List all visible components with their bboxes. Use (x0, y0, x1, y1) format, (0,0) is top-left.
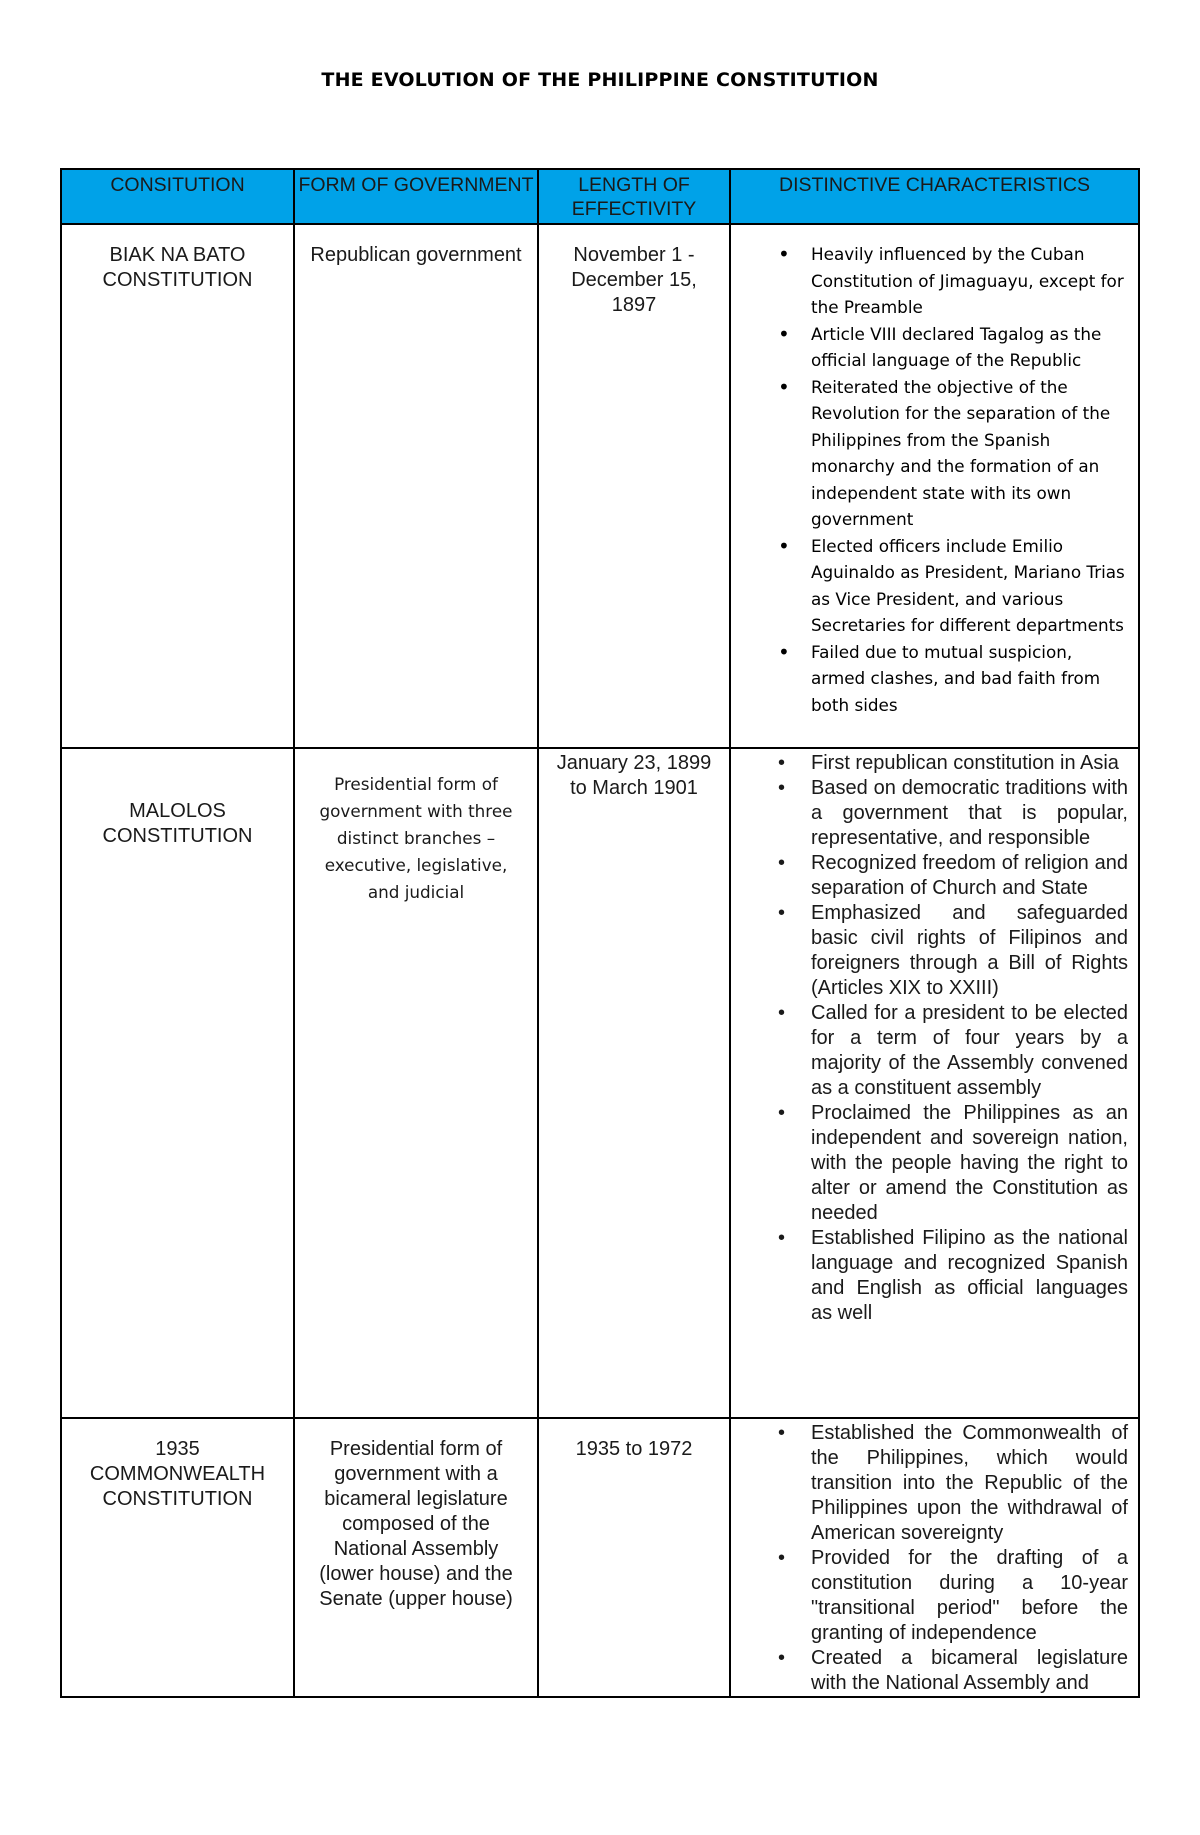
constitution-cell (61, 224, 294, 748)
table-row (61, 748, 1139, 1418)
list-item: • Article VIII declared Tagalog as the official language of the Republic (811, 321, 1138, 374)
characteristics-list (731, 1419, 1138, 1696)
list-item: • Elected officers include Emilio Aguinaldo as President, Mariano Trias as Vice President, and various Secretaries for different departments (811, 533, 1138, 639)
list-item: • Reiterated the objective of the Revolution for the separation of the Philippines from the Spanish monarchy and the formation of an independent state with its own government (811, 374, 1138, 533)
constitution-table (60, 168, 1140, 1698)
form-cell (294, 224, 538, 748)
page-title: THE EVOLUTION OF THE PHILIPPINE CONSTITUTION (321, 69, 879, 91)
constitution-name: MALOLOS CONSTITUTION (102, 800, 253, 847)
table-row (61, 1418, 1139, 1697)
list-item: • First republican constitution in Asia (811, 751, 1138, 776)
length-of-effectivity: November 1 - December 15, 1897 (571, 244, 697, 316)
list-item: • Called for a president to be elected for a term of four years by a majority of the Assembly convened as a constituent assembly (811, 1001, 1138, 1101)
list-item: • Failed due to mutual suspicion, armed clashes, and bad faith from both sides (811, 639, 1138, 719)
characteristics-cell (730, 1418, 1139, 1697)
characteristics-list (731, 749, 1138, 1326)
list-item: • Recognized freedom of religion and separation of Church and State (811, 851, 1138, 901)
length-of-effectivity: 1935 to 1972 (575, 1438, 693, 1460)
header-constitution: CONSITUTION (61, 169, 294, 224)
list-item: • Based on democratic traditions with a government that is popular, representative, and responsible (811, 776, 1138, 851)
list-item: • Established Filipino as the national language and recognized Spanish and English as official languages as well (811, 1226, 1138, 1326)
form-cell (294, 748, 538, 1418)
length-cell (538, 224, 730, 748)
list-item: • Established the Commonwealth of the Philippines, which would transition into the Republic of the Philippines upon the withdrawal of American sovereignty (811, 1421, 1138, 1546)
form-of-government: Presidential form of government with three distinct branches – executive, legislative, and judicial (319, 774, 513, 902)
table-row (61, 224, 1139, 748)
length-cell (538, 748, 730, 1418)
constitution-name: 1935 COMMONWEALTH CONSTITUTION (89, 1438, 266, 1510)
characteristics-cell (730, 748, 1139, 1418)
constitution-cell (61, 1418, 294, 1697)
list-item: • Heavily influenced by the Cuban Constitution of Jimaguayu, except for the Preamble (811, 241, 1138, 321)
header-form-of-government: FORM OF GOVERNMENT (294, 169, 538, 224)
constitution-name: BIAK NA BATO CONSTITUTION (102, 244, 253, 291)
form-cell (294, 1418, 538, 1697)
form-of-government: Presidential form of government with a bicameral legislature composed of the National Assembly (lower house) and the Senate (upper house) (319, 1438, 513, 1610)
table-header-row (61, 169, 1139, 224)
list-item: • Proclaimed the Philippines as an independent and sovereign nation, with the people having the right to alter or amend the Constitution as needed (811, 1101, 1138, 1226)
characteristics-list (731, 225, 1138, 718)
length-of-effectivity: January 23, 1899 to March 1901 (556, 752, 712, 799)
header-length-of-effectivity: LENGTH OF EFFECTIVITY (538, 169, 730, 224)
list-item: • Provided for the drafting of a constitution during a 10-year "transitional period" before the granting of independence (811, 1546, 1138, 1646)
header-distinctive-characteristics: DISTINCTIVE CHARACTERISTICS (730, 169, 1139, 224)
constitution-cell (61, 748, 294, 1418)
list-item: • Created a bicameral legislature with the National Assembly and (811, 1646, 1138, 1696)
characteristics-cell (730, 224, 1139, 748)
form-of-government: Republican government (310, 244, 522, 266)
list-item: • Emphasized and safeguarded basic civil rights of Filipinos and foreigners through a Bill of Rights (Articles XIX to XXIII) (811, 901, 1138, 1001)
length-cell (538, 1418, 730, 1697)
